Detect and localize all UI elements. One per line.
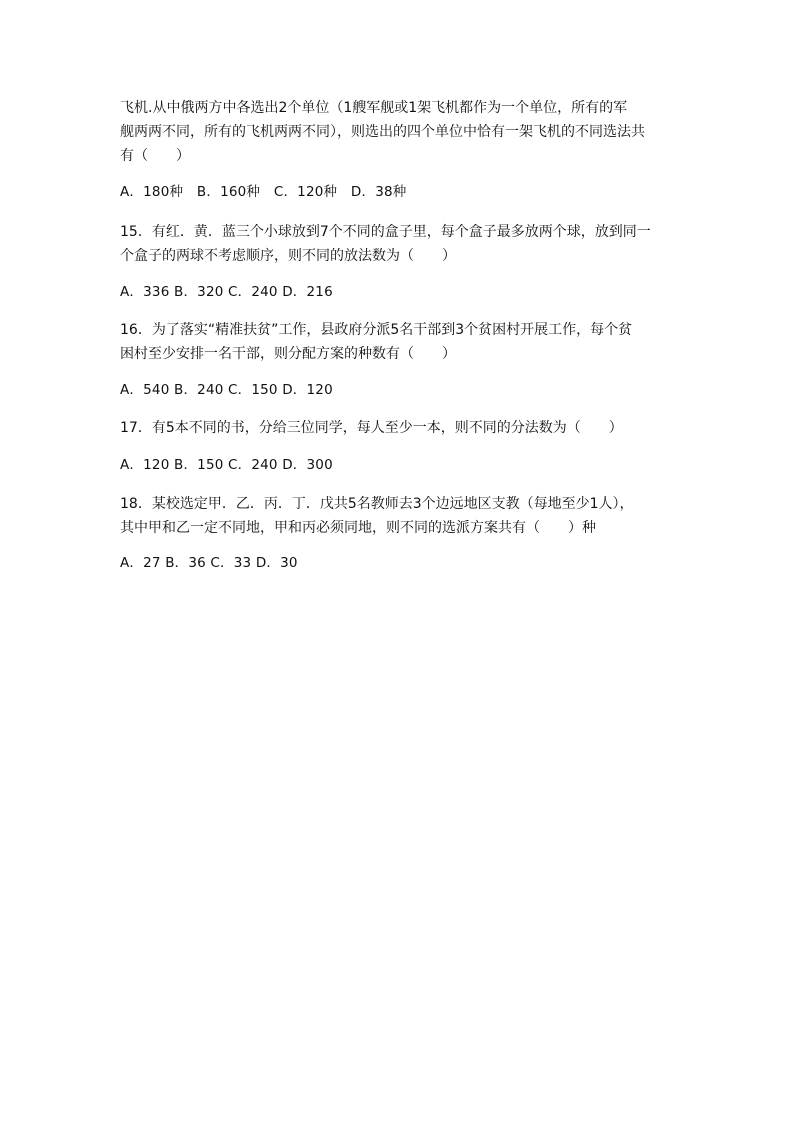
question-text-line: 个盒子的两球不考虑顺序，则不同的放法数为（ ） xyxy=(120,248,456,264)
question-16 xyxy=(120,318,632,366)
answer-options: A．180种 B．160种 C．120种 D．38种 xyxy=(120,184,407,200)
question-text-line: 飞机.从中俄两方中各选出2个单位（1艘军舰或1架飞机都作为一个单位，所有的军 xyxy=(120,100,628,116)
question-text-line: 17．有5本不同的书，分给三位同学，每人至少一本，则不同的分法数为（ ） xyxy=(120,420,623,436)
question-14-continued xyxy=(120,96,645,168)
question-18 xyxy=(120,492,634,540)
answer-options: A．120 B．150 C．240 D．300 xyxy=(120,457,333,473)
answer-options: A．336 B．320 C．240 D．216 xyxy=(120,284,333,300)
question-17 xyxy=(120,416,623,440)
question-text-line: 16．为了落实“精准扶贫”工作，县政府分派5名干部到3个贫困村开展工作，每个贫 xyxy=(120,322,633,338)
answer-options: A．540 B．240 C．150 D．120 xyxy=(120,382,333,398)
answer-options: A．27 B．36 C．33 D．30 xyxy=(120,555,298,571)
question-text-line: 其中甲和乙一定不同地，甲和丙必须同地，则不同的选派方案共有（ ）种 xyxy=(120,520,596,536)
question-text-line: 18．某校选定甲．乙．丙．丁．戊共5名教师去3个边远地区支教（每地至少1人）， xyxy=(120,496,634,512)
question-text-line: 15．有红．黄．蓝三个小球放到7个不同的盒子里，每个盒子最多放两个球，放到同一 xyxy=(120,224,651,240)
question-15 xyxy=(120,220,651,268)
question-text-line: 舰两两不同，所有的飞机两两不同），则选出的四个单位中恰有一架飞机的不同选法共 xyxy=(120,124,645,140)
question-text-line: 有（ ） xyxy=(120,148,190,164)
question-text-line: 困村至少安排一名干部，则分配方案的种数有（ ） xyxy=(120,346,456,362)
